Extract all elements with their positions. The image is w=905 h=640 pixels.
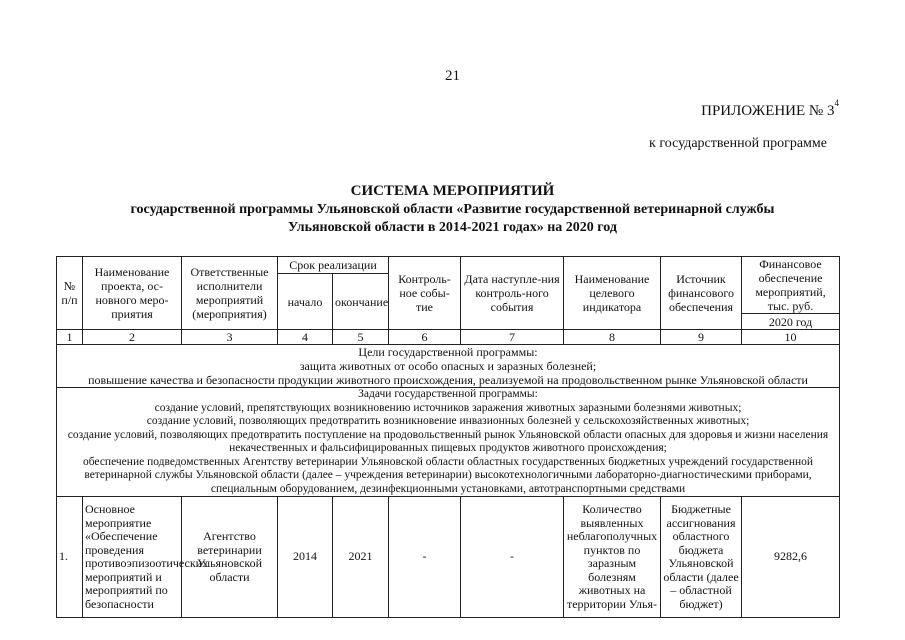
column-number: 2 [83, 330, 182, 345]
header-start: начало [278, 274, 333, 330]
header-name: Наименование проекта, ос-новного меро-приятия [83, 257, 182, 330]
appendix-superscript: 4 [834, 98, 839, 108]
column-number: 4 [278, 330, 333, 345]
header-finance-year: 2020 год [742, 314, 840, 330]
header-end: окончание [333, 274, 389, 330]
header-source: Источник финансового обеспечения [661, 257, 742, 330]
row-control: - [389, 497, 461, 618]
column-number: 7 [461, 330, 564, 345]
tasks-cell [57, 388, 840, 497]
header-executors: Ответственные исполнители мероприятий (мероприятия) [182, 257, 278, 330]
header-num: № п/п [57, 257, 83, 330]
row-amount: 9282,6 [742, 497, 840, 618]
tasks-heading: Задачи государственной программы: [358, 388, 538, 400]
row-start: 2014 [278, 497, 333, 618]
header-finance: Финансовое обеспечение мероприятий, тыс. руб. [742, 257, 840, 314]
header-control-date: Дата наступле-ния контроль-ного события [461, 257, 564, 330]
column-number: 6 [389, 330, 461, 345]
header-indicator: Наименование целевого индикатора [564, 257, 661, 330]
header-control-event: Контроль-ное собы-тие [389, 257, 461, 330]
row-name: Основное мероприятие «Обеспечение проведения противоэпизоотических мероприятий и мероприятий по безопасности [83, 497, 182, 618]
document-subtitle [80, 201, 825, 237]
row-indicator: Количество выявленных неблагополучных пунктов по заразным болезням животных на территории Улья- [564, 497, 661, 618]
column-number: 10 [742, 330, 840, 345]
table-row [57, 497, 840, 618]
goals-heading: Цели государственной программы: [358, 345, 538, 359]
page-number: 21 [445, 68, 460, 84]
subtitle-line-1: государственной программы Ульяновской области «Развитие государственной ветеринарной службы [130, 202, 775, 217]
measures-table [56, 256, 840, 618]
goals-line-2: повышение качества и безопасности продукции животного происхождения, реализуемой на продовольственном рынке Ульяновской области [88, 373, 808, 387]
row-date: - [461, 497, 564, 618]
tasks-line-1: создание условий, препятствующих возникновению источников заражения животных заразными болезнями животных; [154, 401, 742, 414]
appendix-label [701, 98, 839, 120]
tasks-line-4: обеспечение подведомственных Агентству ветеринарии Ульяновской области областных государственных бюджетных учреждений государственной ветеринарной службы Ульяновской области (далее – учреждения ветеринарии) высокотехнологичными лабораторно-диагностическими приборами, специальным оборудованием, дезинфекционными установками, автотранспортными средствами [82, 455, 814, 495]
tasks-line-3: создание условий, позволяющих предотвратить поступление на продовольственный рынок Ульяновской области опасных для здоровья и жизни населения некачественных и фальсифицированных пищевых продуктов животного происхождения; [67, 428, 829, 454]
row-executor: Агентство ветеринарии Ульяновской области [182, 497, 278, 618]
appendix-subtitle: к государственной программе [649, 136, 827, 151]
document-title: СИСТЕМА МЕРОПРИЯТИЙ [350, 183, 555, 199]
column-number: 1 [57, 330, 83, 345]
row-source: Бюджетные ассигнования областного бюджета Ульяновской области (далее – областной бюджет) [661, 497, 742, 618]
column-number: 5 [333, 330, 389, 345]
column-number: 8 [564, 330, 661, 345]
appendix-text: ПРИЛОЖЕНИЕ № 3 [701, 103, 835, 119]
goals-line-1: защита животных от особо опасных и заразных болезней; [299, 359, 597, 373]
row-num: 1. [57, 497, 83, 618]
header-period: Срок реализации [278, 257, 389, 274]
tasks-line-2: создание условий, позволяющих предотвратить возникновение инвазионных болезней у сельскохозяйственных животных; [146, 415, 750, 427]
column-number: 9 [661, 330, 742, 345]
column-number: 3 [182, 330, 278, 345]
row-end: 2021 [333, 497, 389, 618]
subtitle-line-2: Ульяновской области в 2014-2021 годах» на 2020 год [288, 220, 617, 235]
goals-cell [57, 345, 840, 388]
